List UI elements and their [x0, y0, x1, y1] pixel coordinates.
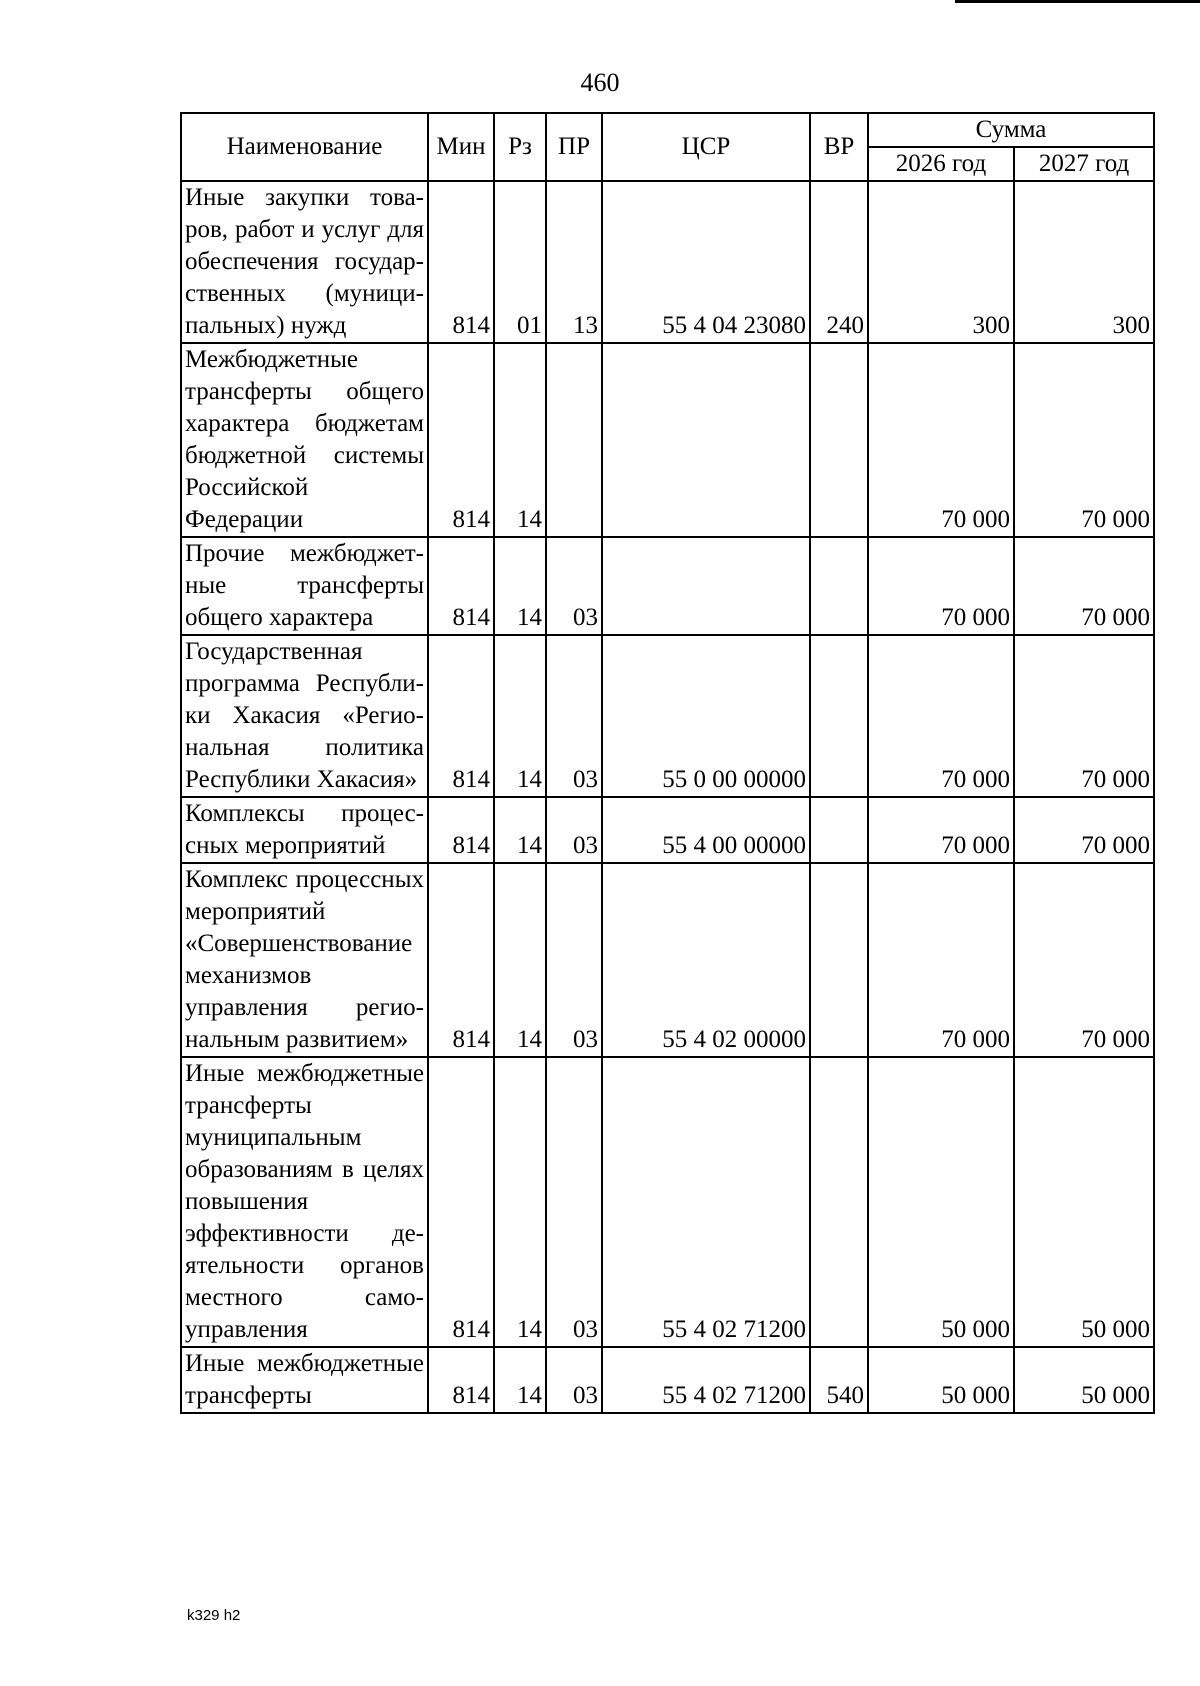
row-pr: 03 [546, 1057, 602, 1347]
row-csr: 55 0 00 00000 [602, 635, 810, 797]
header-vr: ВР [810, 113, 868, 181]
row-pr: 03 [546, 1347, 602, 1413]
row-csr: 55 4 02 71200 [602, 1347, 810, 1413]
header-name: Наименование [181, 113, 428, 181]
row-sum-2027: 70 000 [1014, 343, 1154, 537]
row-pr: 03 [546, 863, 602, 1057]
row-sum-2027: 70 000 [1014, 635, 1154, 797]
row-pr: 13 [546, 181, 602, 343]
row-csr: 55 4 04 23080 [602, 181, 810, 343]
table-body [181, 181, 1154, 1413]
row-csr: 55 4 02 00000 [602, 863, 810, 1057]
row-min: 814 [428, 1347, 494, 1413]
row-sum-2026: 70 000 [868, 343, 1014, 537]
row-rz: 14 [494, 863, 546, 1057]
header-rz: Рз [494, 113, 546, 181]
row-vr [810, 797, 868, 863]
row-name: Комплексы процессных мероприятий [181, 797, 428, 863]
row-sum-2027: 50 000 [1014, 1347, 1154, 1413]
table-row [181, 343, 1154, 537]
row-sum-2027: 50 000 [1014, 1057, 1154, 1347]
row-pr: 03 [546, 537, 602, 635]
row-min: 814 [428, 1057, 494, 1347]
row-name: Иные закупки товаров, работ и услуг для обеспечения государственных (муниципальных) нужд [181, 181, 428, 343]
table-row [181, 863, 1154, 1057]
row-csr: 55 4 02 71200 [602, 1057, 810, 1347]
row-sum-2026: 50 000 [868, 1057, 1014, 1347]
row-rz: 14 [494, 1057, 546, 1347]
row-vr: 540 [810, 1347, 868, 1413]
header-year-2027: 2027 год [1014, 147, 1154, 181]
row-rz: 14 [494, 343, 546, 537]
footer-code: k329 h2 [187, 1607, 241, 1624]
header-pr: ПР [546, 113, 602, 181]
table-row [181, 635, 1154, 797]
row-rz: 14 [494, 1347, 546, 1413]
row-csr: 55 4 00 00000 [602, 797, 810, 863]
row-csr [602, 343, 810, 537]
row-rz: 14 [494, 635, 546, 797]
row-name: Прочие межбюджетные трансферты общего характера [181, 537, 428, 635]
row-vr [810, 1057, 868, 1347]
row-sum-2026: 300 [868, 181, 1014, 343]
row-sum-2027: 70 000 [1014, 537, 1154, 635]
table-row [181, 797, 1154, 863]
table-row [181, 1347, 1154, 1413]
table-row [181, 181, 1154, 343]
row-sum-2027: 70 000 [1014, 797, 1154, 863]
row-vr [810, 537, 868, 635]
row-sum-2026: 70 000 [868, 797, 1014, 863]
row-min: 814 [428, 181, 494, 343]
row-vr [810, 635, 868, 797]
row-name: Иные межбюджетные трансферты муниципальным образованиям в целях повышения эффективности деятельности органов местного самоуправления [181, 1057, 428, 1347]
table-row [181, 537, 1154, 635]
row-rz: 01 [494, 181, 546, 343]
row-pr [546, 343, 602, 537]
row-name: Иные межбюджетные трансферты [181, 1347, 428, 1413]
row-pr: 03 [546, 635, 602, 797]
row-rz: 14 [494, 797, 546, 863]
row-rz: 14 [494, 537, 546, 635]
table-row [181, 1057, 1154, 1347]
row-min: 814 [428, 797, 494, 863]
top-edge-rule [955, 0, 1200, 3]
row-pr: 03 [546, 797, 602, 863]
row-sum-2026: 50 000 [868, 1347, 1014, 1413]
header-min: Мин [428, 113, 494, 181]
row-vr: 240 [810, 181, 868, 343]
header-csr: ЦСР [602, 113, 810, 181]
row-name: Государственная программа Республики Хакасия «Региональная политика Республики Хакасия» [181, 635, 428, 797]
row-sum-2027: 70 000 [1014, 863, 1154, 1057]
budget-table [180, 112, 1155, 1414]
row-csr [602, 537, 810, 635]
row-min: 814 [428, 343, 494, 537]
header-year-2026: 2026 год [868, 147, 1014, 181]
row-name: Комплекс процессных мероприятий «Совершенствование механизмов управления региональным развитием» [181, 863, 428, 1057]
row-min: 814 [428, 635, 494, 797]
row-min: 814 [428, 863, 494, 1057]
row-sum-2026: 70 000 [868, 863, 1014, 1057]
table-header [181, 113, 1154, 181]
row-sum-2027: 300 [1014, 181, 1154, 343]
page-number: 460 [580, 68, 620, 97]
row-vr [810, 343, 868, 537]
row-sum-2026: 70 000 [868, 537, 1014, 635]
row-min: 814 [428, 537, 494, 635]
row-name: Межбюджетные трансферты общего характера бюджетам бюджетной системы Российской Федерации [181, 343, 428, 537]
row-sum-2026: 70 000 [868, 635, 1014, 797]
header-sum: Сумма [868, 113, 1154, 147]
row-vr [810, 863, 868, 1057]
